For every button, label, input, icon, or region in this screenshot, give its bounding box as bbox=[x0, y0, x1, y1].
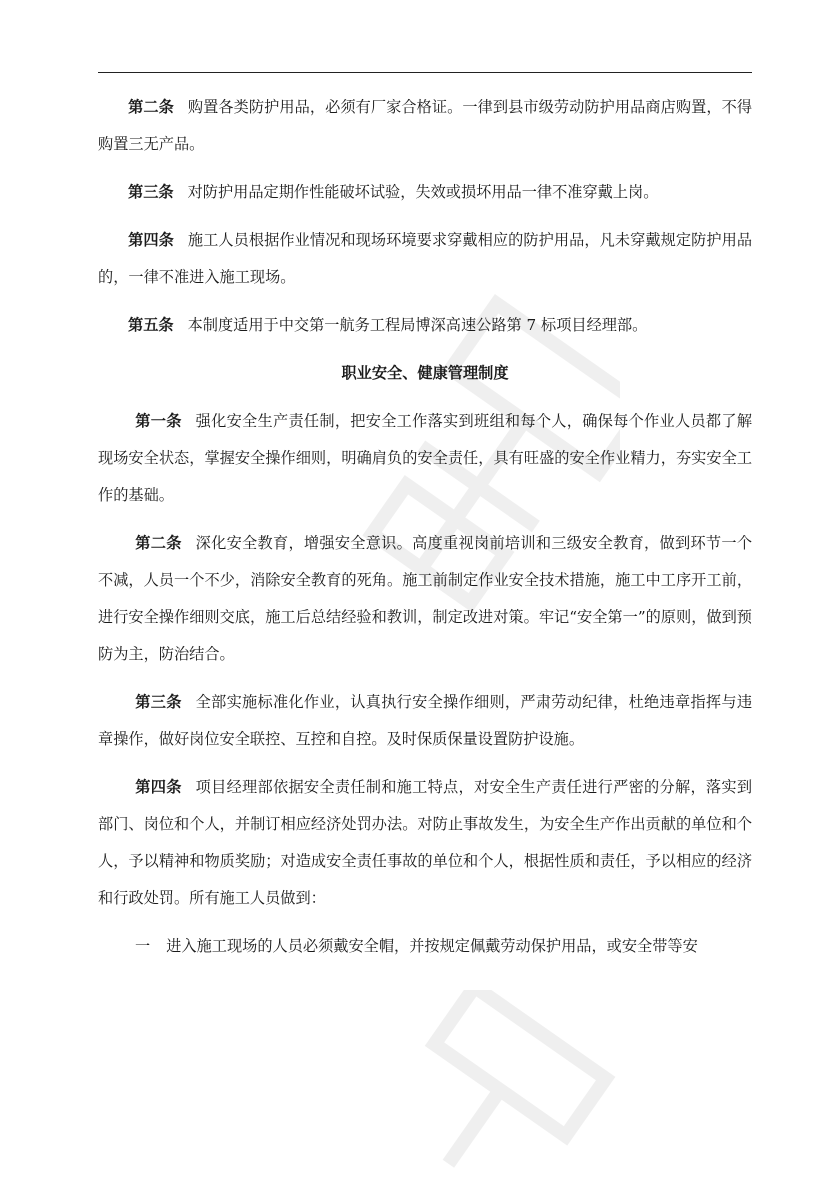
list-item-text: 进入施工现场的人员必须戴安全帽，并按规定佩戴劳动保护用品，或安全带等安 bbox=[166, 937, 698, 955]
article-text: 项目经理部依据安全责任制和施工特点，对安全生产责任进行严密的分解，落实到部门、岗位和个人，并制订相应经济处罚办法。对防止事故发生，为安全生产作出贡献的单位和个人，予以精神和物质奖励；对造成安全责任事故的单位和个人，根据性质和责任，予以相应的经济和行政处罚。所有施工人员做到： bbox=[98, 778, 753, 907]
article-label: 第二条 bbox=[135, 534, 182, 552]
article-paragraph bbox=[98, 403, 752, 514]
article-paragraph bbox=[98, 525, 752, 673]
list-item bbox=[98, 928, 752, 965]
article-text: 深化安全教育，增强安全意识。高度重视岗前培训和三级安全教育，做到环节一个不减，人员一个不少，消除安全教育的死角。施工前制定作业安全技术措施，施工中工序开工前，进行安全操作细则交底，施工后总结经验和教训，制定改进对策。牢记“安全第一”的原则，做到预防为主，防治结合。 bbox=[98, 534, 753, 663]
article-text: 全部实施标准化作业，认真执行安全操作细则，严肃劳动纪律，杜绝违章指挥与违章操作，做好岗位安全联控、互控和自控。及时保质保量设置防护设施。 bbox=[98, 693, 753, 748]
watermark-icon bbox=[380, 990, 620, 1190]
article-label: 第五条 bbox=[128, 316, 174, 334]
article-text: 购置各类防护用品，必须有厂家合格证。一律到县市级劳动防护用品商店购置，不得购置三无产品。 bbox=[98, 98, 752, 153]
article-label: 第四条 bbox=[135, 778, 182, 796]
article-text: 对防护用品定期作性能破坏试验，失效或损坏用品一律不准穿戴上岗。 bbox=[187, 183, 659, 201]
list-marker: 一 bbox=[135, 937, 151, 955]
article-text: 本制度适用于中交第一航务工程局博深高速公路第 7 标项目经理部。 bbox=[187, 316, 648, 334]
article-paragraph bbox=[98, 174, 752, 211]
document-body bbox=[98, 78, 752, 965]
section-heading: 职业安全、健康管理制度 bbox=[341, 364, 509, 382]
article-label: 第四条 bbox=[128, 231, 174, 249]
article-text: 施工人员根据作业情况和现场环境要求穿戴相应的防护用品，凡未穿戴规定防护用品的，一律不准进入施工现场。 bbox=[98, 231, 752, 286]
article-label: 第三条 bbox=[128, 183, 174, 201]
article-label: 第三条 bbox=[135, 693, 182, 711]
article-paragraph bbox=[98, 222, 752, 296]
article-label: 第二条 bbox=[128, 98, 174, 116]
article-paragraph bbox=[98, 89, 752, 163]
article-paragraph bbox=[98, 684, 752, 758]
article-paragraph bbox=[98, 769, 752, 917]
header-rule bbox=[98, 72, 752, 73]
article-paragraph bbox=[98, 307, 752, 344]
article-text: 强化安全生产责任制，把安全工作落实到班组和每个人，确保每个作业人员都了解现场安全状态，掌握安全操作细则，明确肩负的安全责任，具有旺盛的安全作业精力，夯实安全工作的基础。 bbox=[98, 412, 753, 504]
article-label: 第一条 bbox=[135, 412, 182, 430]
